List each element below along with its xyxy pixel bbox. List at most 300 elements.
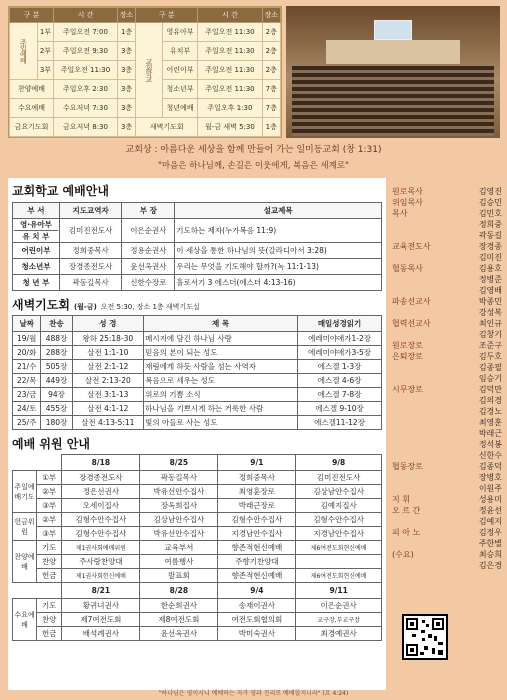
dawn-cell: 22/목 xyxy=(13,374,41,388)
staff-role: 지 휘 xyxy=(392,495,410,504)
motto-line2: "마음은 하나님께, 손길은 이웃에게, 복음은 세계로" xyxy=(158,161,349,171)
school-head: 정용순권사 xyxy=(122,243,175,259)
duty-cell: 박미숙권사 xyxy=(218,627,296,641)
schedule-group: 주일예배 xyxy=(10,23,38,80)
duty-cell xyxy=(296,555,382,569)
dawn-cell: 20/화 xyxy=(13,346,41,360)
stage-image xyxy=(326,40,460,64)
dawn-cell: 살전 2:1-12 xyxy=(72,360,144,374)
staff-name: 최승희 xyxy=(478,550,502,559)
dawn-cell: 에스겔 1-3장 xyxy=(298,360,382,374)
duty-cell: 제6여전도회현신예배 xyxy=(296,541,382,555)
school-header: 지도교역자 xyxy=(59,203,122,219)
table-row xyxy=(13,471,382,485)
dawn-cell: 살전 1:1-10 xyxy=(72,346,144,360)
duty-cell: 향존적현신예배 xyxy=(218,569,296,583)
duty-date-row xyxy=(13,583,382,599)
staff-name: 최영훈 xyxy=(478,418,502,427)
duty-cell: 주향기찬양대 xyxy=(218,555,296,569)
staff-names xyxy=(479,384,502,461)
schedule-header: 장소 xyxy=(117,8,135,23)
table-row xyxy=(13,346,382,360)
duty-date: 9/4 xyxy=(218,583,296,599)
staff-row xyxy=(392,208,502,241)
dawn-title: 새벽기도회 xyxy=(12,298,70,312)
school-head: 신한수장로 xyxy=(122,275,175,291)
dawn-cell: 288장 xyxy=(41,346,72,360)
staff-name: 정병준 xyxy=(478,275,502,284)
staff-names xyxy=(479,296,502,318)
duty-cell: ②부 xyxy=(37,485,62,499)
staff-row xyxy=(392,351,502,384)
staff-row xyxy=(392,461,502,494)
school-teacher: 장경종전도사 xyxy=(59,259,122,275)
staff-name: 김은경 xyxy=(478,561,502,570)
table-row xyxy=(13,569,382,583)
staff-row xyxy=(392,494,502,505)
staff-names xyxy=(479,208,502,241)
dawn-cell: 21/수 xyxy=(13,360,41,374)
schedule-place: 2층 xyxy=(262,23,280,42)
duty-cell: 정은선권사 xyxy=(62,485,140,499)
duty-cell: 정희중목사 xyxy=(218,471,296,485)
dawn-cell: 에레미야애가3-5장 xyxy=(298,346,382,360)
schedule-name: 새벽기도회 xyxy=(136,118,198,137)
duty-cell: 제1권사회예배위원 xyxy=(62,541,140,555)
duty-cell: 기도 xyxy=(37,599,62,613)
dawn-cell: 449장 xyxy=(41,374,72,388)
schedule-name: 3부 xyxy=(37,61,53,80)
staff-names xyxy=(479,186,502,197)
duty-cell: 김상남안수집사 xyxy=(296,485,382,499)
staff-name: 김의경 xyxy=(478,396,502,405)
schedule-name: 찬양예배 xyxy=(10,80,54,99)
table-row xyxy=(13,360,382,374)
duty-cell: 교구장,부교구장 xyxy=(296,613,382,627)
staff-name: 김종덕 xyxy=(478,462,502,471)
dawn-cell: 위로의 기쁨 소식 xyxy=(144,388,298,402)
schedule-place: 7층 xyxy=(262,80,280,99)
staff-name: 김종필 xyxy=(478,363,502,372)
dawn-cell: 재림에게 하듯 사람을 섬는 사역자 xyxy=(144,360,298,374)
staff-name: 김영배 xyxy=(478,286,502,295)
table-row xyxy=(13,541,382,555)
schedule-name: 청소년부 xyxy=(162,80,198,99)
staff-name: 박래근 xyxy=(478,429,502,438)
dawn-cell: 왕하 25:18-30 xyxy=(72,332,144,346)
schedule-place: 3층 xyxy=(117,99,135,118)
schedule-place: 7층 xyxy=(262,99,280,118)
duty-cell: ③부 xyxy=(37,527,62,541)
duty-cell: 헌금 xyxy=(37,627,62,641)
table-row xyxy=(13,485,382,499)
dawn-cell: 하나님을 기쁘시게 하는 거룩한 사람 xyxy=(144,402,298,416)
duty-cell: 박유선안수집사 xyxy=(140,527,218,541)
staff-name: 김민호 xyxy=(478,209,502,218)
dawn-header: 찬송 xyxy=(41,316,72,332)
duty-cell: ③부 xyxy=(37,499,62,513)
duty-date: 8/25 xyxy=(140,455,218,471)
duty-cell: 찬양 xyxy=(37,613,62,627)
staff-name: 곽동길 xyxy=(478,231,502,240)
staff-list xyxy=(392,186,502,571)
dawn-cell: 505장 xyxy=(41,360,72,374)
staff-names xyxy=(479,461,502,494)
table-row xyxy=(13,388,382,402)
dawn-cell: 살전 4:1-12 xyxy=(72,402,144,416)
dawn-cell: 메시지에 담긴 하나님 사랑 xyxy=(144,332,298,346)
duty-cell: 김형수안수집사 xyxy=(62,527,140,541)
staff-role: 은퇴장로 xyxy=(392,352,423,361)
dawn-header: 매일성경읽기 xyxy=(298,316,382,332)
staff-role: 원로장로 xyxy=(392,341,423,350)
staff-name: 김창기 xyxy=(478,330,502,339)
dawn-cell: 23/금 xyxy=(13,388,41,402)
staff-name: 김경노 xyxy=(478,407,502,416)
duty-cell: 박유선안수집사 xyxy=(140,485,218,499)
schedule-name: 1부 xyxy=(37,23,53,42)
dawn-sub: (월-금) xyxy=(73,303,97,311)
dawn-header: 제 목 xyxy=(144,316,298,332)
schedule-time: 주일오전 11:30 xyxy=(198,61,262,80)
sanctuary-photo xyxy=(286,6,500,138)
schedule-time: 주일오전 7:00 xyxy=(54,23,118,42)
staff-role: 교육전도사 xyxy=(392,242,431,251)
staff-name: 김영진 xyxy=(478,187,502,196)
staff-name: 이원주 xyxy=(478,484,502,493)
schedule-place: 2층 xyxy=(262,61,280,80)
dawn-cell: 빛의 아들로 사는 성도 xyxy=(144,416,298,430)
staff-name: 정윤선 xyxy=(478,506,502,515)
staff-name: 박종민 xyxy=(478,297,502,306)
schedule-name: 수요예배 xyxy=(10,99,54,118)
church-motto xyxy=(0,142,507,171)
duty-cell: 교육부서 xyxy=(140,541,218,555)
duty-cell: 김미진전도사 xyxy=(296,471,382,485)
staff-names xyxy=(479,197,502,208)
staff-role: 목사 xyxy=(392,209,408,218)
duty-cell: 찬양 xyxy=(37,555,62,569)
duty-cell: 장옥희집사 xyxy=(140,499,218,513)
dawn-header: 성 경 xyxy=(72,316,144,332)
staff-name: 김덕만 xyxy=(478,385,502,394)
duty-cell: ①부 xyxy=(37,471,62,485)
table-row xyxy=(13,219,382,243)
staff-names xyxy=(479,505,502,527)
school-dept: 어린이부 xyxy=(13,243,60,259)
staff-names xyxy=(479,494,502,505)
dawn-cell: 455장 xyxy=(41,402,72,416)
screen-image xyxy=(374,20,412,40)
schedule-place: 3층 xyxy=(117,80,135,99)
staff-role: 위임목사 xyxy=(392,198,423,207)
schedule-place: 3층 xyxy=(117,61,135,80)
school-header: 설교제목 xyxy=(175,203,382,219)
dawn-cell: 에스겔 4-6장 xyxy=(298,374,382,388)
duty-date: 9/1 xyxy=(218,455,296,471)
schedule-time: 월-금 새벽 5:30 xyxy=(198,118,262,137)
dawn-table xyxy=(12,315,382,430)
schedule-time: 주일오후 2:30 xyxy=(54,80,118,99)
school-dept: 청소년부 xyxy=(13,259,60,275)
table-row xyxy=(13,499,382,513)
staff-name: 장병호 xyxy=(478,473,502,482)
staff-row xyxy=(392,549,502,571)
duty-cell: 송재이권사 xyxy=(218,599,296,613)
dawn-cell: 488장 xyxy=(41,332,72,346)
table-row xyxy=(13,332,382,346)
duty-group-label: 헌금위원 xyxy=(13,513,37,541)
staff-row xyxy=(392,318,502,340)
duty-title: 예배 위원 안내 xyxy=(12,437,90,451)
staff-name: 김승민 xyxy=(478,198,502,207)
table-row xyxy=(13,613,382,627)
staff-names xyxy=(479,549,502,571)
staff-row xyxy=(392,263,502,296)
duty-cell: 윤선옥권사 xyxy=(140,627,218,641)
school-sermon: 우리는 무엇을 기도해야 할까?(녹 11:1-13) xyxy=(175,259,382,275)
staff-name: 김미진 xyxy=(478,253,502,262)
staff-row xyxy=(392,384,502,461)
dawn-cell: 24/토 xyxy=(13,402,41,416)
schedule-time: 수요저녁 7:30 xyxy=(54,99,118,118)
staff-role: (수요) xyxy=(392,550,414,559)
duty-cell: 지경남안수집사 xyxy=(218,527,296,541)
duty-table xyxy=(12,454,382,641)
school-title: 교회학교 예배안내 xyxy=(12,184,109,198)
dawn-cell: 에스겔 7-8장 xyxy=(298,388,382,402)
school-dept: 청 년 부 xyxy=(13,275,60,291)
duty-cell: 주사랑찬양대 xyxy=(62,555,140,569)
schedule-name: 어린이부 xyxy=(162,61,198,80)
dawn-cell: 에스겔 9-10장 xyxy=(298,402,382,416)
staff-role: 파송선교사 xyxy=(392,297,431,306)
school-teacher: 곽동길목사 xyxy=(59,275,122,291)
duty-cell: 제6여전도회현신예배 xyxy=(296,569,382,583)
duty-cell: 여전도회협의회 xyxy=(218,613,296,627)
school-sermon: 홀로서기 3 에스더(에스더 4:13-16) xyxy=(175,275,382,291)
table-row xyxy=(13,599,382,613)
schedule-place: 1층 xyxy=(262,118,280,137)
school-dept-line: 유 치 부 xyxy=(14,230,58,242)
duty-cell: 발표회 xyxy=(140,569,218,583)
staff-names xyxy=(479,351,502,384)
staff-name: 최인규 xyxy=(478,319,502,328)
schedule-name: 2부 xyxy=(37,42,53,61)
staff-row xyxy=(392,340,502,351)
duty-date: 8/21 xyxy=(62,583,140,599)
staff-name: 조준구 xyxy=(478,341,502,350)
duty-cell: 김상남안수집사 xyxy=(140,513,218,527)
duty-date: 9/11 xyxy=(296,583,382,599)
staff-row xyxy=(392,527,502,549)
duty-cell: 김형수안수집사 xyxy=(296,513,382,527)
staff-name: 정희중 xyxy=(478,220,502,229)
table-row xyxy=(13,402,382,416)
schedule-time: 주일오후 1:30 xyxy=(198,99,262,118)
schedule-header: 시 간 xyxy=(198,8,262,23)
duty-cell: ②부 xyxy=(37,513,62,527)
school-table xyxy=(12,202,382,291)
pews-image xyxy=(292,66,494,136)
school-head: 이은순권사 xyxy=(122,219,175,243)
schedule-time: 금요저녁 8:30 xyxy=(54,118,118,137)
duty-cell: 배석례권사 xyxy=(62,627,140,641)
schedule-time: 주일오전 11:30 xyxy=(54,61,118,80)
staff-names xyxy=(479,263,502,296)
duty-cell: 지경남안수집사 xyxy=(296,527,382,541)
dawn-cell: 믿음의 본이 되는 성도 xyxy=(144,346,298,360)
spacer xyxy=(13,455,62,471)
staff-row xyxy=(392,241,502,263)
duty-cell: 곽동길목사 xyxy=(140,471,218,485)
staff-names xyxy=(479,340,502,351)
staff-name: 김용호 xyxy=(478,264,502,273)
staff-role: 피 아 노 xyxy=(392,528,421,537)
duty-cell: 헌금 xyxy=(37,569,62,583)
staff-row xyxy=(392,197,502,208)
duty-date: 9/8 xyxy=(296,455,382,471)
table-row xyxy=(13,243,382,259)
staff-name: 강성복 xyxy=(478,308,502,317)
schedule-header: 구 분 xyxy=(10,8,54,23)
schedule-time: 주일오전 11:30 xyxy=(198,23,262,42)
dawn-cell: 94장 xyxy=(41,388,72,402)
school-sermon: 기도하는 제자(누가복음 11:9) xyxy=(175,219,382,243)
staff-role: 오 르 간 xyxy=(392,506,421,515)
duty-cell: 김예지집사 xyxy=(296,499,382,513)
schedule-row xyxy=(10,118,281,137)
staff-row xyxy=(392,186,502,197)
school-header: 부 장 xyxy=(122,203,175,219)
schedule-place: 2층 xyxy=(262,42,280,61)
duty-cell: 제1권사회헌신예배 xyxy=(62,569,140,583)
dawn-cell: 25/주 xyxy=(13,416,41,430)
duty-date: 8/28 xyxy=(140,583,218,599)
staff-role: 협력선교사 xyxy=(392,319,431,328)
dawn-cell: 살전 2:13-20 xyxy=(72,374,144,388)
worship-schedule-table xyxy=(8,6,282,138)
duty-cell: 황귀녀권사 xyxy=(62,599,140,613)
table-row xyxy=(13,527,382,541)
table-row xyxy=(13,259,382,275)
duty-cell: 박래근장로 xyxy=(218,499,296,513)
schedule-place: 3층 xyxy=(117,118,135,137)
duty-group-label: 주일예배기도 xyxy=(13,471,37,513)
staff-role: 협동목사 xyxy=(392,264,423,273)
staff-names xyxy=(479,527,502,549)
schedule-header: 장소 xyxy=(262,8,280,23)
dawn-cell: 살전 3:1-13 xyxy=(72,388,144,402)
staff-name: 김두호 xyxy=(478,352,502,361)
footer-verse: "하나님은 영이시니 예배하는 자가 영과 진리로 예배할지니라" (요 4:24) xyxy=(158,690,349,697)
staff-name: 김정우 xyxy=(478,528,502,537)
duty-cell: 이은순권사 xyxy=(296,599,382,613)
school-header: 부 서 xyxy=(13,203,60,219)
dawn-cell: 살전 4:13-5:11 xyxy=(72,416,144,430)
table-row xyxy=(13,627,382,641)
dawn-cell: 에레미야애가1-2장 xyxy=(298,332,382,346)
duty-cell: 제8여전도회 xyxy=(140,613,218,627)
staff-names xyxy=(479,241,502,263)
schedule-row xyxy=(10,23,281,42)
staff-row xyxy=(392,296,502,318)
staff-name: 성용미 xyxy=(478,495,502,504)
staff-role: 시무장로 xyxy=(392,385,423,394)
school-dept xyxy=(13,219,60,243)
staff-role: 원로목사 xyxy=(392,187,423,196)
qr-code[interactable] xyxy=(402,614,448,660)
schedule-place: 1층 xyxy=(117,23,135,42)
schedule-time: 주일오전 9:30 xyxy=(54,42,118,61)
schedule-name: 유치부 xyxy=(162,42,198,61)
staff-name: 신한수 xyxy=(478,451,502,460)
school-sermon: 이 세상을 통한 하나님의 뜻(갈라디아서 3:28) xyxy=(175,243,382,259)
duty-cell: 한순희권사 xyxy=(140,599,218,613)
schedule-name: 금요기도회 xyxy=(10,118,54,137)
staff-name: 임승기 xyxy=(478,374,502,383)
duty-group-label: 찬양예배 xyxy=(13,541,37,583)
schedule-header: 시 간 xyxy=(54,8,118,23)
schedule-place: 3층 xyxy=(117,42,135,61)
duty-cell: 향존적현신예배 xyxy=(218,541,296,555)
school-dept-line: 영·유아부 xyxy=(20,220,52,229)
motto-line1: 교회상 : 아름다운 세상을 함께 만들어 가는 일미동교회 (창 1:31) xyxy=(125,145,382,155)
schedule-name: 청년예배 xyxy=(162,99,198,118)
dawn-cell: 180장 xyxy=(41,416,72,430)
dawn-header: 날짜 xyxy=(13,316,41,332)
duty-date: 8/18 xyxy=(62,455,140,471)
school-head: 윤선옥권사 xyxy=(122,259,175,275)
duty-cell: 제7여전도회 xyxy=(62,613,140,627)
duty-cell: 기도 xyxy=(37,541,62,555)
table-row xyxy=(13,513,382,527)
main-panel xyxy=(8,178,386,690)
staff-names xyxy=(479,318,502,340)
staff-name: 주한별 xyxy=(478,539,502,548)
staff-name: 정석봉 xyxy=(478,440,502,449)
staff-row xyxy=(392,505,502,527)
schedule-group: 교회학교 xyxy=(136,23,163,118)
duty-cell: 김형수안수집사 xyxy=(62,513,140,527)
school-teacher: 김미진전도사 xyxy=(59,219,122,243)
schedule-time: 주일오전 11:30 xyxy=(198,42,262,61)
duty-cell: 최경예권사 xyxy=(296,627,382,641)
schedule-time: 주일오전 11:30 xyxy=(198,80,262,99)
staff-role: 협동장로 xyxy=(392,462,423,471)
staff-name: 장경종 xyxy=(478,242,502,251)
spacer xyxy=(13,583,62,599)
table-row xyxy=(13,416,382,430)
duty-date-row xyxy=(13,455,382,471)
duty-cell: 최영훈장로 xyxy=(218,485,296,499)
dawn-cell: 에스겔11-12장 xyxy=(298,416,382,430)
duty-cell: 장경종전도사 xyxy=(62,471,140,485)
duty-cell: 김형수안수집사 xyxy=(218,513,296,527)
school-teacher: 정희중목사 xyxy=(59,243,122,259)
staff-name: 김예지 xyxy=(478,517,502,526)
schedule-name: 영유아부 xyxy=(162,23,198,42)
table-row xyxy=(13,555,382,569)
table-row xyxy=(13,374,382,388)
duty-cell: 여름행사 xyxy=(140,555,218,569)
dawn-cell: 복음으로 세우는 성도 xyxy=(144,374,298,388)
schedule-header: 구 분 xyxy=(136,8,198,23)
dawn-cell: 19/월 xyxy=(13,332,41,346)
table-row xyxy=(13,275,382,291)
duty-group-label: 수요예배 xyxy=(13,599,37,641)
duty-cell: 오세이집사 xyxy=(62,499,140,513)
